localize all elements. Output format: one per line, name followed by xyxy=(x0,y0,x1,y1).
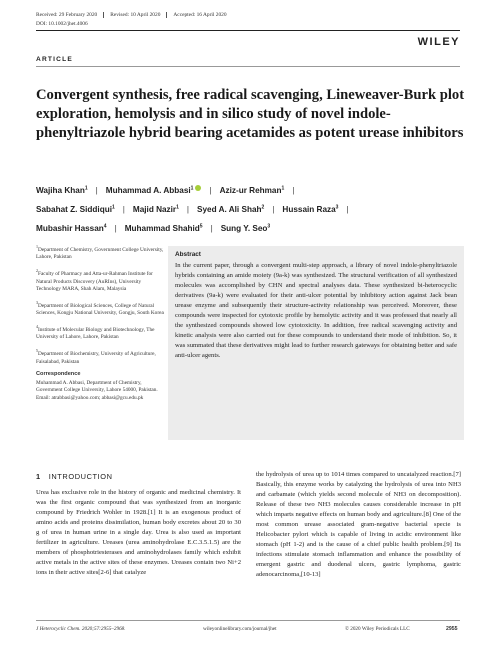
author[interactable]: Syed A. Ali Shah$^2$ xyxy=(197,204,265,214)
author[interactable]: Sung Y. Seo$^3$ xyxy=(220,223,271,234)
affiliations xyxy=(36,243,166,403)
author[interactable]: Hussain Raza$^3$ xyxy=(282,204,339,214)
author[interactable]: Mubashir Hassan$^4$ xyxy=(36,223,107,234)
affiliation: $^4$Institute of Molecular Biology and Biotechnology, The University of Lahore, Lahore, Pakistan xyxy=(36,324,155,341)
section-label: ARTICLE xyxy=(36,56,73,63)
affiliation: $^1$Department of Chemistry, Government College University, Lahore, Pakistan xyxy=(36,244,164,261)
footer-url[interactable]: wileyonlinelibrary.com/journal/jhet xyxy=(203,626,277,632)
revised-date: Revised: 10 April 2020 xyxy=(110,12,161,19)
affiliation: $^2$Faculty of Pharmacy and Atta-ur-Rahman Institute for Natural Products Discovery (AuRIns), University Technology MARA, Shah Alam, Malaysia xyxy=(36,268,153,293)
author[interactable]: Muhammad Shahid$^5$ xyxy=(124,223,203,234)
page-number: 2955 xyxy=(446,626,458,632)
abstract-text: In the current paper, through a convergent multi-step approach, a library of novel indole-phenyltriazole hybrids containing an amide moiety (9a-k) was synthesized. The structural verification of all synthesized molecules was accomplished by CHN and spectral analyses data. These synthesized bi-heterocyclic derivatives (9a-k) were evaluated for their anti-ulcer potential by inhibitory action against Jack bean urease enzyme and subsequently their structure-activity relationship was perceived. Moreover, these compounds were inspected for cytotoxic profile by hemolytic activity and it was professed that nearly all the synthesized compounds showed low cytotoxicity. In addition, free radical scavenging activity and kinetic analysis were also carried out for these compounds to understand their mode of inhibition. So, it was summated that these derivatives might lead to further research gateways for obtaining better and safe anti-ulcer agents. xyxy=(175,262,457,360)
doi[interactable]: DOI: 10.1002/jhet.4006 xyxy=(36,21,88,27)
author[interactable]: Majid Nazir$^1$ xyxy=(132,204,179,214)
author-list: Wajiha Khan$^1$ | Muhammad A. Abbasi$^1$ | Aziz-ur Rehman$^1$ | Sabahat Z. Siddiqui$^1$ | Majid Nazir$^1$ | Syed A. Ali Shah$^2$ | Hussain Raza$^3$ | Mubashir Hassan$^4$ | Muhammad Shahid$^5$ | Sung Y. Seo$^3$ xyxy=(36,185,349,234)
abstract-box xyxy=(168,246,464,440)
footer-journal: J Heterocyclic Chem. 2020;57:2955–2968. xyxy=(36,626,126,632)
received-date: Received: 29 February 2020 xyxy=(36,12,98,19)
article-title: Convergent synthesis, free radical scavenging, Lineweaver-Burk plot exploration, hemolysis and in silico study of novel indole-phenyltriazole hybrid bearing acetamides as potent urease inhibitors xyxy=(36,87,465,141)
abstract-heading: Abstract xyxy=(175,251,201,258)
author[interactable]: Muhammad A. Abbasi$^1$ xyxy=(106,186,202,195)
correspondence-heading: Correspondence xyxy=(36,371,81,378)
footer-divider xyxy=(36,620,460,621)
footer-copyright: © 2020 Wiley Periodicals LLC xyxy=(345,626,410,632)
orcid-icon[interactable] xyxy=(195,185,201,191)
accepted-date: Accepted: 16 April 2020 xyxy=(173,12,227,19)
affiliation: $^3$Department of Biological Sciences, College of Natural Sciences, Kongju National University, Gongju, South Korea xyxy=(36,299,164,317)
top-divider xyxy=(36,30,460,31)
author[interactable]: Sabahat Z. Siddiqui$^1$ xyxy=(36,204,115,214)
affiliation: $^5$Department of Biochemistry, University of Agriculture, Faisalabad, Pakistan xyxy=(36,348,156,365)
publisher-logo: WILEY xyxy=(417,36,460,48)
body-column-right: the hydrolysis of urea up to 1014 times compared to uncatalyzed reaction.[7] Basically, this enzyme works by catalyzing the hydrolysis of urea into NH3 and carbamate (which yields second molecule of NH3 on decomposition). Release of these two NH3 molecules causes considerable increase in pH which imparts negative effects on human body and agriculture.[8] One of the most common urease associated gram-negative bacterial specie is Helicobacter pylori which is capable of living in acidic environment like stomach (pH 1-2) and is the cause of a chief public health problem.[9] Its infections stimulate stomach inflammation and enhance the possibility of emergent gastric and duodenal ulcers, gastric lymphoma, gastric adenocarcinoma,[10-13] xyxy=(256,471,461,579)
section-number: 1 xyxy=(36,472,41,481)
article-dates xyxy=(36,12,227,18)
section-divider xyxy=(36,66,460,67)
author[interactable]: Wajiha Khan$^1$ xyxy=(36,185,88,195)
correspondence-text: Muhammad A. Abbasi, Department of Chemistry, Government College University, Lahore 54000, Pakistan. xyxy=(36,379,158,394)
section-heading xyxy=(36,472,113,481)
body-column-left: Urea has exclusive role in the history of organic and medicinal chemistry. It was the first organic compound that was synthesized from an inorganic compound by Friedrich Wohler in 1928.[1] It is an exogenous product of amino acids and proteins dissimilation, human body excretes about 20 to 30 g of urea in human urine in a single day. Urea is also used as important fertilizer in agriculture. Ureases (urea aminohydrolase E.C.3.5.1.5) are the members of phosphotriesterases and aminohydrolases family which exhibit active metals in the active sites of these enzymes. Ureases contain two Ni+2 ions in their active sites[2-6] that catalyze xyxy=(36,489,241,577)
section-title: INTRODUCTION xyxy=(48,472,113,481)
correspondence-email[interactable]: Email: atrabbasi@yahoo.com; abbasi@gcu.edu.pk xyxy=(36,395,144,402)
author[interactable]: Aziz-ur Rehman$^1$ xyxy=(219,185,285,195)
